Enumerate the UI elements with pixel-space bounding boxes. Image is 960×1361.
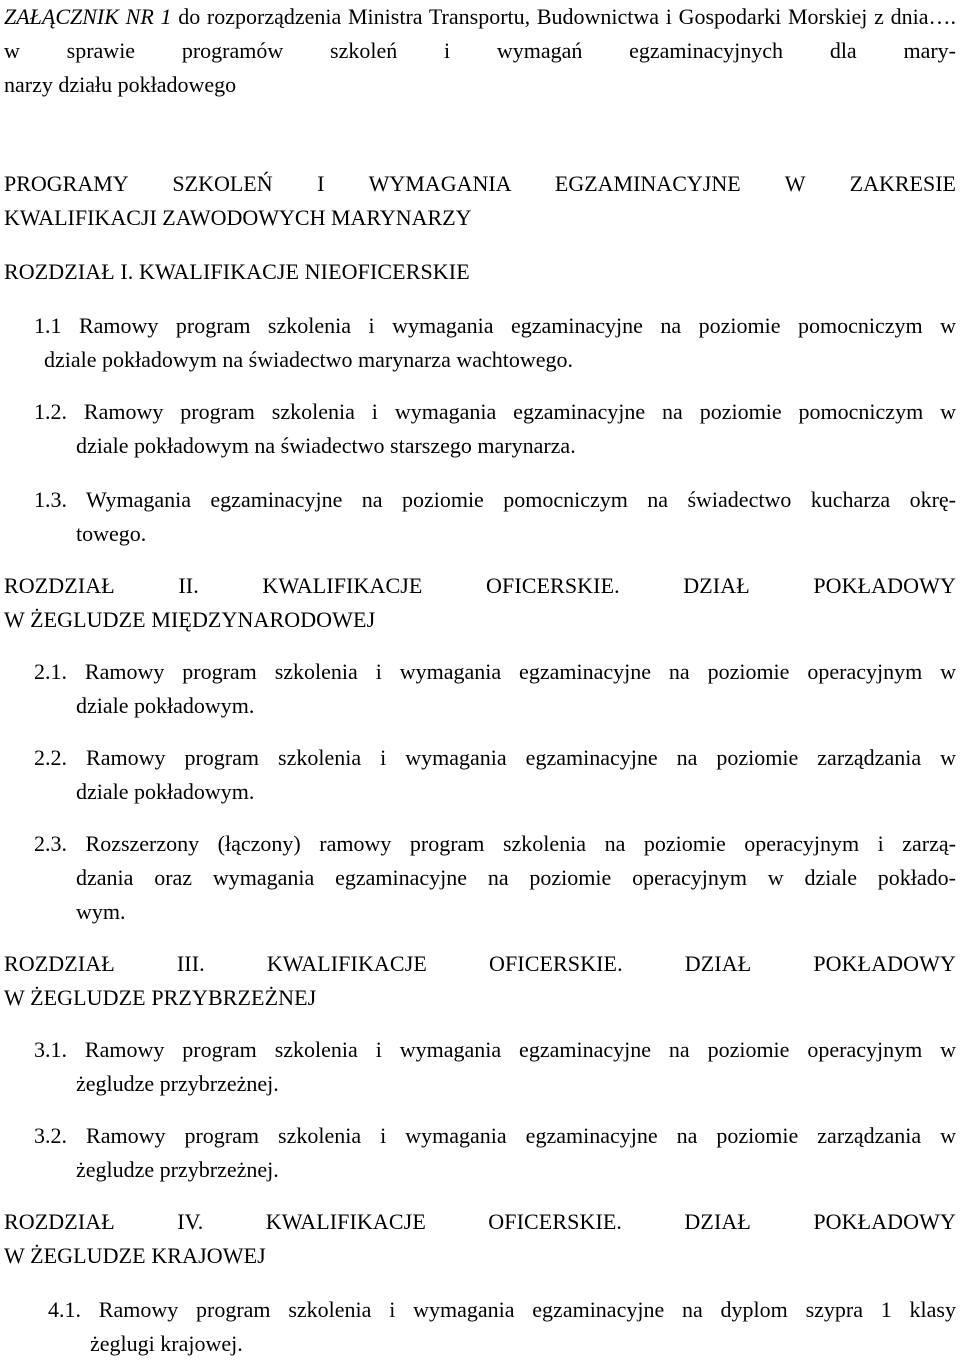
list-item-line: dziale pokładowym na świadectwo starszego marynarza. bbox=[76, 433, 576, 458]
main-title-line1: PROGRAMY SZKOLEŃ I WYMAGANIA EGZAMINACYJNE W ZAKRESIE bbox=[4, 171, 956, 196]
list-item-3-2 bbox=[34, 1119, 956, 1187]
annex-header bbox=[4, 0, 956, 102]
list-item-1-2 bbox=[34, 395, 956, 463]
chapter-title-line: ROZDZIAŁ III. KWALIFIKACJE OFICERSKIE. DZIAŁ POKŁADOWY bbox=[4, 951, 956, 976]
list-item-line: żeglugi krajowej. bbox=[90, 1331, 243, 1356]
regulation-text-end: narzy działu pokładowego bbox=[4, 72, 237, 97]
chapter-1-title: ROZDZIAŁ I. KWALIFIKACJE NIEOFICERSKIE bbox=[4, 259, 470, 284]
list-item-2-2 bbox=[34, 741, 956, 809]
list-item-line: 4.1. Ramowy program szkolenia i wymagania egzaminacyjne na dyplom szypra 1 klasy bbox=[48, 1297, 956, 1322]
list-item-line: 3.1. Ramowy program szkolenia i wymagania egzaminacyjne na poziomie operacyjnym w bbox=[34, 1037, 956, 1062]
list-item-line: wym. bbox=[76, 899, 126, 924]
list-item-line: 1.2. Ramowy program szkolenia i wymagania egzaminacyjne na poziomie pomocniczym w bbox=[34, 399, 956, 424]
regulation-text: do rozporządzenia Ministra Transportu, Budownictwa i Gospodarki Morskiej z dnia…. w sprawie programów szkoleń i wymagań egzaminacyjnych dla mary- bbox=[4, 4, 956, 63]
list-item-line: dzania oraz wymagania egzaminacyjne na poziomie operacyjnym w dziale pokłado- bbox=[76, 865, 956, 890]
list-item-line: żegludze przybrzeżnej. bbox=[76, 1157, 279, 1182]
chapter-title-line: W ŻEGLUDZE PRZYBRZEŻNEJ bbox=[4, 985, 317, 1010]
list-item-line: dziale pokładowym. bbox=[76, 779, 255, 804]
list-item-2-3 bbox=[34, 827, 956, 929]
list-item-1-3 bbox=[34, 483, 956, 551]
list-item-line: 2.2. Ramowy program szkolenia i wymagania egzaminacyjne na poziomie zarządzania w bbox=[34, 745, 956, 770]
main-title bbox=[4, 167, 956, 235]
chapter-title-line: W ŻEGLUDZE MIĘDZYNARODOWEJ bbox=[4, 607, 376, 632]
chapter-3-title bbox=[4, 947, 956, 1015]
list-item-3-1 bbox=[34, 1033, 956, 1101]
list-item-line: dziale pokładowym na świadectwo marynarza wachtowego. bbox=[44, 347, 574, 372]
chapter-2-title bbox=[4, 569, 956, 637]
list-item-2-1 bbox=[34, 655, 956, 723]
chapter-title-line: W ŻEGLUDZE KRAJOWEJ bbox=[4, 1243, 266, 1268]
list-item-1-1 bbox=[34, 309, 956, 377]
list-item-line: 2.1. Ramowy program szkolenia i wymagania egzaminacyjne na poziomie operacyjnym w bbox=[34, 659, 956, 684]
list-item-line: 1.3. Wymagania egzaminacyjne na poziomie pomocniczym na świadectwo kucharza okrę- bbox=[34, 487, 956, 512]
list-item-line: 1.1 Ramowy program szkolenia i wymagania egzaminacyjne na poziomie pomocniczym w bbox=[34, 313, 956, 338]
list-item-line: 3.2. Ramowy program szkolenia i wymagania egzaminacyjne na poziomie zarządzania w bbox=[34, 1123, 956, 1148]
chapter-title-line: ROZDZIAŁ IV. KWALIFIKACJE OFICERSKIE. DZIAŁ POKŁADOWY bbox=[4, 1209, 956, 1234]
list-item-line: dziale pokładowym. bbox=[76, 693, 255, 718]
list-item-line: żegludze przybrzeżnej. bbox=[76, 1071, 279, 1096]
main-title-line2: KWALIFIKACJI ZAWODOWYCH MARYNARZY bbox=[4, 205, 472, 230]
list-item-line: towego. bbox=[76, 521, 147, 546]
list-item-4-1 bbox=[48, 1293, 956, 1361]
chapter-title-line: ROZDZIAŁ II. KWALIFIKACJE OFICERSKIE. DZIAŁ POKŁADOWY bbox=[4, 573, 956, 598]
list-item-line: 2.3. Rozszerzony (łączony) ramowy program szkolenia na poziomie operacyjnym i zarzą- bbox=[34, 831, 956, 856]
annex-label: ZAŁĄCZNIK NR 1 bbox=[4, 4, 172, 29]
chapter-4-title bbox=[4, 1205, 956, 1273]
